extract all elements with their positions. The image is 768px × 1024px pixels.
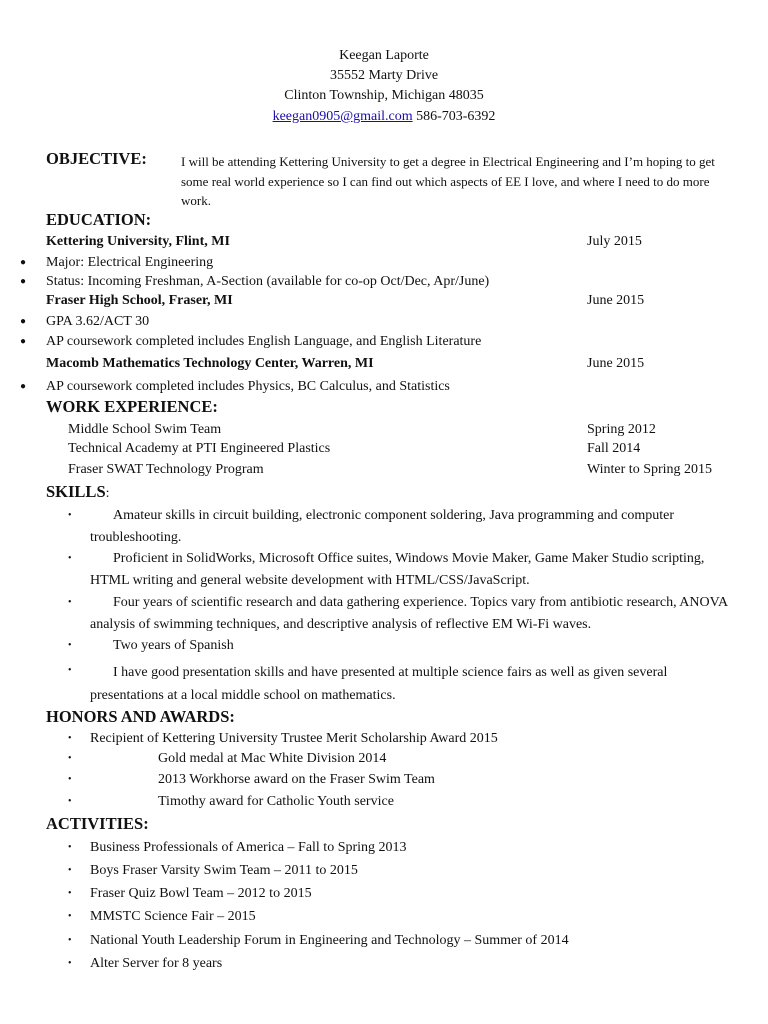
school-date: June 2015 bbox=[587, 356, 645, 371]
skill-item: Proficient in SolidWorks, Microsoft Office suites, Windows Movie Maker, Game Maker Studio scripting, HTML writing and general website development with HTML/CSS/JavaScript. bbox=[90, 551, 705, 588]
education-item: Major: Electrical Engineering bbox=[46, 255, 214, 270]
skills-heading: SKILLS: bbox=[46, 482, 110, 501]
bullet-icon: ● bbox=[20, 316, 27, 327]
bullet-icon: ● bbox=[20, 276, 27, 287]
bullet-icon: • bbox=[68, 796, 72, 807]
honor-item: Timothy award for Catholic Youth service bbox=[158, 794, 394, 809]
applicant-name: Keegan Laporte bbox=[339, 48, 429, 63]
honors-heading: HONORS AND AWARDS: bbox=[46, 707, 235, 726]
bullet-icon: • bbox=[68, 597, 72, 608]
activity-item: Fraser Quiz Bowl Team – 2012 to 2015 bbox=[90, 886, 312, 901]
honor-item: Gold medal at Mac White Division 2014 bbox=[158, 751, 387, 766]
education-item: AP coursework completed includes Physics, BC Calculus, and Statistics bbox=[46, 379, 450, 394]
email-link[interactable]: keegan0905@gmail.com bbox=[272, 109, 413, 124]
honor-item: 2013 Workhorse award on the Fraser Swim Team bbox=[158, 772, 435, 787]
work-heading: WORK EXPERIENCE: bbox=[46, 397, 218, 416]
school-name: Macomb Mathematics Technology Center, Warren, MI bbox=[46, 356, 374, 371]
bullet-icon: • bbox=[68, 553, 72, 564]
bullet-icon: • bbox=[68, 888, 72, 899]
skill-item: Two years of Spanish bbox=[113, 638, 234, 653]
school-name: Fraser High School, Fraser, MI bbox=[46, 293, 233, 308]
school-date: June 2015 bbox=[587, 293, 645, 308]
bullet-icon: • bbox=[68, 665, 72, 676]
activity-item: National Youth Leadership Forum in Engineering and Technology – Summer of 2014 bbox=[90, 933, 569, 948]
bullet-icon: • bbox=[68, 510, 72, 521]
job-date: Winter to Spring 2015 bbox=[587, 462, 713, 477]
objective-text: I will be attending Kettering University to get a degree in Electrical Engineering and I’m hoping to get some real world experience so I can find out which aspects of EE I love, and where I need to do more work. bbox=[181, 154, 715, 208]
honor-item: Recipient of Kettering University Trustee Merit Scholarship Award 2015 bbox=[90, 731, 498, 746]
email-phone-line bbox=[0, 108, 768, 126]
bullet-icon: • bbox=[68, 842, 72, 853]
bullet-icon: ● bbox=[20, 336, 27, 347]
street-address: 35552 Marty Drive bbox=[329, 68, 439, 83]
activity-item: Boys Fraser Varsity Swim Team – 2011 to 2015 bbox=[90, 863, 358, 878]
bullet-icon: • bbox=[68, 640, 72, 651]
education-item: Status: Incoming Freshman, A-Section (available for co-op Oct/Dec, Apr/June) bbox=[46, 274, 490, 289]
job-date: Fall 2014 bbox=[587, 441, 641, 456]
skill-item: Four years of scientific research and data gathering experience. Topics vary from antibiotic research, ANOVA analysis of swimming techniques, and descriptive analysis of reflective EM Wi-Fi waves. bbox=[90, 595, 728, 632]
objective-heading: OBJECTIVE: bbox=[46, 149, 147, 168]
job-name: Middle School Swim Team bbox=[68, 422, 222, 437]
school-name: Kettering University, Flint, MI bbox=[46, 234, 230, 249]
activities-heading: ACTIVITIES: bbox=[46, 814, 149, 833]
phone-number: 586-703-6392 bbox=[416, 109, 496, 124]
activity-item: MMSTC Science Fair – 2015 bbox=[90, 909, 256, 924]
city-state-zip: Clinton Township, Michigan 48035 bbox=[284, 88, 484, 103]
job-date: Spring 2012 bbox=[587, 422, 656, 437]
job-name: Technical Academy at PTI Engineered Plastics bbox=[68, 441, 331, 456]
education-item: GPA 3.62/ACT 30 bbox=[46, 314, 150, 329]
bullet-icon: • bbox=[68, 753, 72, 764]
activity-item: Business Professionals of America – Fall to Spring 2013 bbox=[90, 840, 407, 855]
job-name: Fraser SWAT Technology Program bbox=[68, 462, 264, 477]
bullet-icon: • bbox=[68, 774, 72, 785]
education-heading: EDUCATION: bbox=[46, 210, 152, 229]
bullet-icon: • bbox=[68, 865, 72, 876]
skill-item: I have good presentation skills and have presented at multiple science fairs as well as given several presentations at a local middle school on mathematics. bbox=[90, 665, 668, 703]
bullet-icon: • bbox=[68, 911, 72, 922]
bullet-icon: • bbox=[68, 958, 72, 969]
activity-item: Alter Server for 8 years bbox=[90, 956, 223, 971]
bullet-icon: • bbox=[68, 733, 72, 744]
skill-item: Amateur skills in circuit building, electronic component soldering, Java programming and computer troubleshooting. bbox=[90, 508, 675, 545]
bullet-icon: • bbox=[68, 935, 72, 946]
school-date: July 2015 bbox=[587, 234, 642, 249]
bullet-icon: ● bbox=[20, 257, 27, 268]
education-item: AP coursework completed includes English Language, and English Literature bbox=[46, 334, 482, 349]
bullet-icon: ● bbox=[20, 381, 27, 392]
